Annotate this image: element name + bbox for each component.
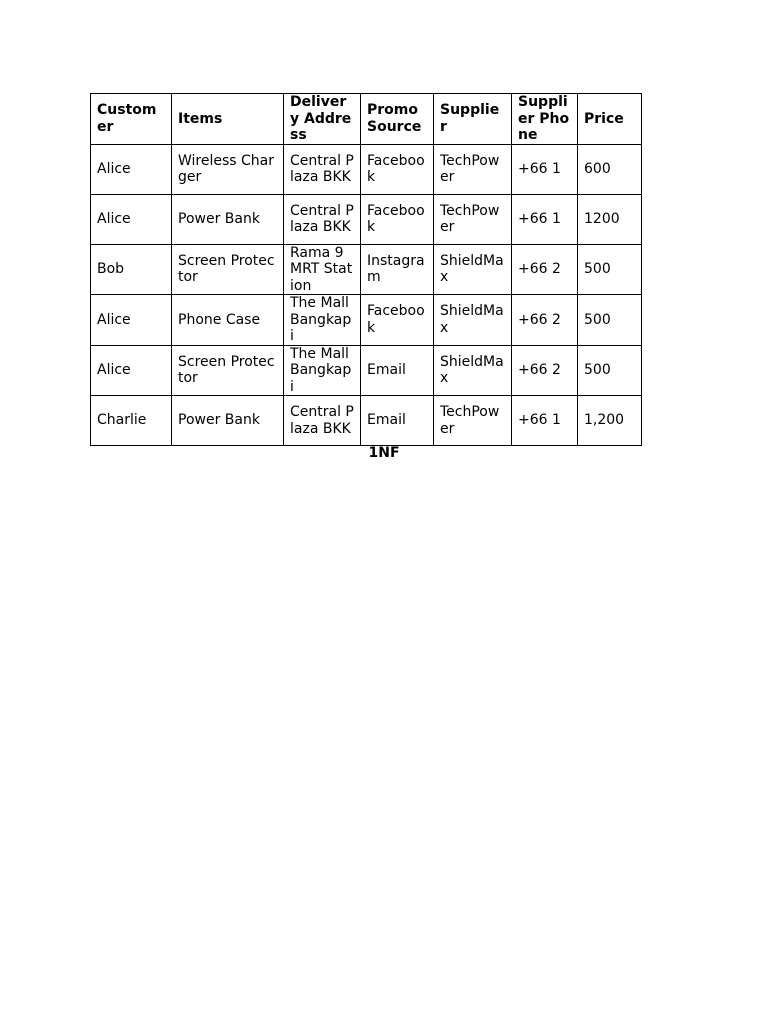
cell-supplier-phone: +66 1: [512, 396, 578, 446]
table-row: [91, 396, 642, 446]
header-customer: Customer: [91, 94, 172, 145]
cell-delivery-address: The Mall Bangkapi: [284, 295, 361, 346]
cell-items: Power Bank: [172, 396, 284, 446]
cell-delivery-address: Rama 9 MRT Station: [284, 244, 361, 295]
table-caption: 1NF: [368, 445, 400, 461]
cell-price: 500: [578, 244, 642, 295]
header-delivery-address: Delivery Address: [284, 94, 361, 145]
cell-supplier-phone: +66 2: [512, 244, 578, 295]
table-header-row: [91, 94, 642, 145]
cell-supplier: TechPower: [434, 194, 512, 244]
cell-supplier: ShieldMax: [434, 345, 512, 396]
cell-customer: Alice: [91, 345, 172, 396]
cell-items: Wireless Charger: [172, 144, 284, 194]
cell-price: 600: [578, 144, 642, 194]
cell-promo-source: Facebook: [361, 295, 434, 346]
cell-items: Phone Case: [172, 295, 284, 346]
cell-items: Power Bank: [172, 194, 284, 244]
cell-customer: Alice: [91, 295, 172, 346]
cell-customer: Alice: [91, 144, 172, 194]
cell-price: 500: [578, 345, 642, 396]
cell-supplier: TechPower: [434, 144, 512, 194]
header-promo-source: Promo Source: [361, 94, 434, 145]
header-price: Price: [578, 94, 642, 145]
cell-supplier: ShieldMax: [434, 244, 512, 295]
table-row: [91, 144, 642, 194]
table-row: [91, 244, 642, 295]
cell-customer: Bob: [91, 244, 172, 295]
cell-supplier-phone: +66 1: [512, 194, 578, 244]
cell-price: 500: [578, 295, 642, 346]
cell-delivery-address: Central Plaza BKK: [284, 396, 361, 446]
cell-items: Screen Protector: [172, 244, 284, 295]
cell-delivery-address: Central Plaza BKK: [284, 194, 361, 244]
cell-delivery-address: The Mall Bangkapi: [284, 345, 361, 396]
cell-supplier: ShieldMax: [434, 295, 512, 346]
cell-supplier-phone: +66 1: [512, 144, 578, 194]
cell-promo-source: Email: [361, 396, 434, 446]
cell-promo-source: Facebook: [361, 194, 434, 244]
orders-table: [90, 93, 642, 446]
cell-items: Screen Protector: [172, 345, 284, 396]
table-row: [91, 345, 642, 396]
cell-promo-source: Instagram: [361, 244, 434, 295]
cell-customer: Charlie: [91, 396, 172, 446]
cell-promo-source: Email: [361, 345, 434, 396]
table-row: [91, 194, 642, 244]
cell-customer: Alice: [91, 194, 172, 244]
cell-supplier-phone: +66 2: [512, 295, 578, 346]
header-supplier-phone: Supplier Phone: [512, 94, 578, 145]
table-row: [91, 295, 642, 346]
cell-price: 1200: [578, 194, 642, 244]
cell-delivery-address: Central Plaza BKK: [284, 144, 361, 194]
cell-supplier: TechPower: [434, 396, 512, 446]
cell-price: 1,200: [578, 396, 642, 446]
cell-supplier-phone: +66 2: [512, 345, 578, 396]
header-items: Items: [172, 94, 284, 145]
header-supplier: Supplier: [434, 94, 512, 145]
cell-promo-source: Facebook: [361, 144, 434, 194]
